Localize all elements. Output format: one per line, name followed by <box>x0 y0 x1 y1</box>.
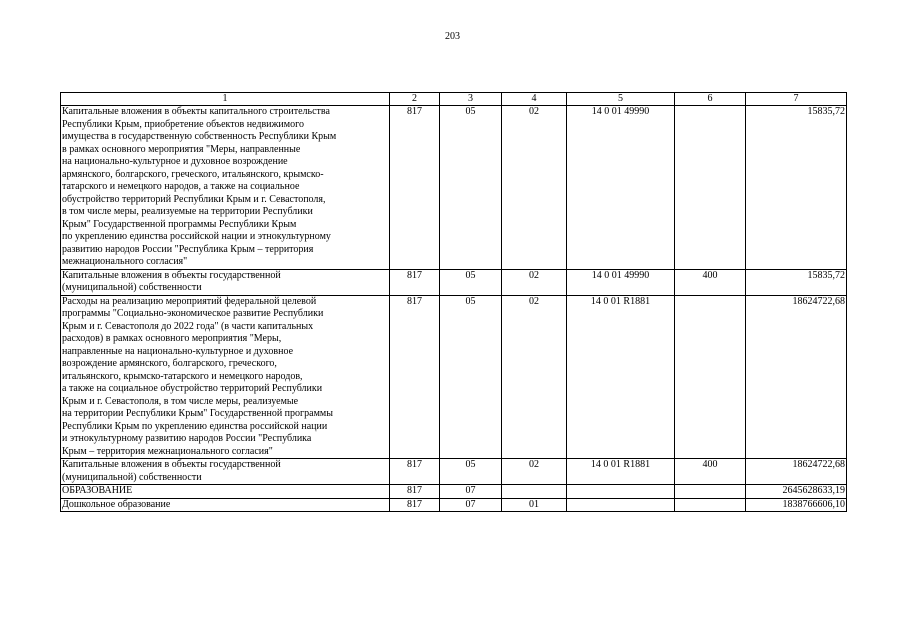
row-name-line: Крым и г. Севастополя, в том числе меры, реализуемые <box>62 395 299 407</box>
expense-type-cell <box>675 295 746 459</box>
ministry-code-cell: 817 <box>390 295 440 459</box>
row-name-cell <box>61 106 390 270</box>
amount-cell: 2645628633,19 <box>746 485 847 499</box>
row-name-line: Капитальные вложения в объекты капитального строительства <box>62 106 330 117</box>
subsection-code-cell: 02 <box>502 295 567 459</box>
row-name-line: Капитальные вложения в объекты государственной <box>62 269 281 281</box>
row-name-line: направленные на национально-культурное и духовное <box>62 345 294 357</box>
expense-type-cell <box>675 106 746 270</box>
subsection-code-cell <box>502 485 567 499</box>
row-name-line: Капитальные вложения в объекты государственной <box>62 459 281 470</box>
row-name-line: программы "Социально-экономическое развитие Республики <box>62 308 324 319</box>
section-code-cell: 07 <box>440 498 502 512</box>
page-number: 203 <box>445 31 460 42</box>
expense-type-cell: 400 <box>675 459 746 485</box>
subsection-code-cell: 01 <box>502 498 567 512</box>
row-name-line: расходов) в рамках основного мероприятия "Меры, <box>62 333 282 344</box>
row-name-line: Крым – территория межнационального согласия" <box>62 445 273 457</box>
row-name-cell <box>61 485 390 499</box>
table-row <box>61 485 847 499</box>
row-name-line: а также на социальное обустройство территорий Республики <box>62 383 323 394</box>
column-header: 6 <box>675 93 746 106</box>
amount-cell: 18624722,68 <box>746 295 847 459</box>
row-name-line: по укреплению единства российской нации и этнокультурному <box>62 231 331 242</box>
target-article-cell: 14 0 01 R1881 <box>567 295 675 459</box>
column-header: 7 <box>746 93 847 106</box>
row-name-line: Республики Крым по укреплению единства российской нации <box>62 420 328 432</box>
column-header: 4 <box>502 93 567 106</box>
subsection-code-cell: 02 <box>502 269 567 295</box>
section-code-cell: 05 <box>440 459 502 485</box>
table-row <box>61 498 847 512</box>
ministry-code-cell: 817 <box>390 459 440 485</box>
row-name-line: в рамках основного мероприятия "Меры, направленные <box>62 143 301 155</box>
row-name-line: Крым и г. Севастополя до 2022 года" (в части капитальных <box>62 320 314 332</box>
row-name-line: на национально-культурное и духовное возрождение <box>62 156 288 167</box>
row-name-line: татарского и немецкого народов, а также на социальное <box>62 181 300 192</box>
table-row <box>61 106 847 270</box>
amount-cell: 15835,72 <box>746 269 847 295</box>
row-name-line: Дошкольное образование <box>62 498 171 510</box>
table-row <box>61 269 847 295</box>
amount-cell: 1838766606,10 <box>746 498 847 512</box>
row-name-line: (муниципальной) собственности <box>62 282 202 293</box>
row-name-line: обустройство территорий Республики Крым и г. Севастополя, <box>62 193 326 205</box>
row-name-line: на территории Республики Крым" Государственной программы <box>62 408 333 419</box>
row-name-line: развитию народов России "Республика Крым – территория <box>62 243 314 255</box>
row-name-line: Крым" Государственной программы Республики Крым <box>62 218 297 230</box>
expense-type-cell: 400 <box>675 269 746 295</box>
target-article-cell <box>567 498 675 512</box>
row-name-line: возрождение армянского, болгарского, греческого, <box>62 358 277 369</box>
row-name-line: межнационального согласия" <box>62 256 188 267</box>
amount-cell: 18624722,68 <box>746 459 847 485</box>
section-code-cell: 05 <box>440 295 502 459</box>
row-name-line: (муниципальной) собственности <box>62 471 202 483</box>
column-header: 1 <box>61 93 390 106</box>
row-name-cell <box>61 459 390 485</box>
ministry-code-cell: 817 <box>390 498 440 512</box>
section-code-cell: 05 <box>440 269 502 295</box>
section-code-cell: 05 <box>440 106 502 270</box>
expense-type-cell <box>675 498 746 512</box>
budget-table <box>60 92 847 512</box>
expense-type-cell <box>675 485 746 499</box>
row-name-line: Республики Крым, приобретение объектов недвижимого <box>62 118 304 130</box>
row-name-line: в том числе меры, реализуемые на территории Республики <box>62 206 313 217</box>
row-name-line: ОБРАЗОВАНИЕ <box>62 485 133 496</box>
target-article-cell: 14 0 01 49990 <box>567 106 675 270</box>
column-header: 5 <box>567 93 675 106</box>
row-name-cell <box>61 295 390 459</box>
section-code-cell: 07 <box>440 485 502 499</box>
row-name-line: итальянского, крымско-татарского и немецкого народов, <box>62 370 303 382</box>
target-article-cell: 14 0 01 49990 <box>567 269 675 295</box>
row-name-cell <box>61 498 390 512</box>
header-row <box>61 93 847 106</box>
row-name-line: армянского, болгарского, греческого, итальянского, крымско- <box>62 168 324 180</box>
row-name-line: имущества в государственную собственность Республики Крым <box>62 131 337 142</box>
amount-cell: 15835,72 <box>746 106 847 270</box>
target-article-cell <box>567 485 675 499</box>
row-name-cell <box>61 269 390 295</box>
row-name-line: Расходы на реализацию мероприятий федеральной целевой <box>62 295 317 307</box>
subsection-code-cell: 02 <box>502 106 567 270</box>
ministry-code-cell: 817 <box>390 106 440 270</box>
ministry-code-cell: 817 <box>390 485 440 499</box>
column-header: 3 <box>440 93 502 106</box>
ministry-code-cell: 817 <box>390 269 440 295</box>
subsection-code-cell: 02 <box>502 459 567 485</box>
target-article-cell: 14 0 01 R1881 <box>567 459 675 485</box>
row-name-line: и этнокультурному развитию народов России "Республика <box>62 433 312 444</box>
table-row <box>61 295 847 459</box>
table-row <box>61 459 847 485</box>
column-header: 2 <box>390 93 440 106</box>
